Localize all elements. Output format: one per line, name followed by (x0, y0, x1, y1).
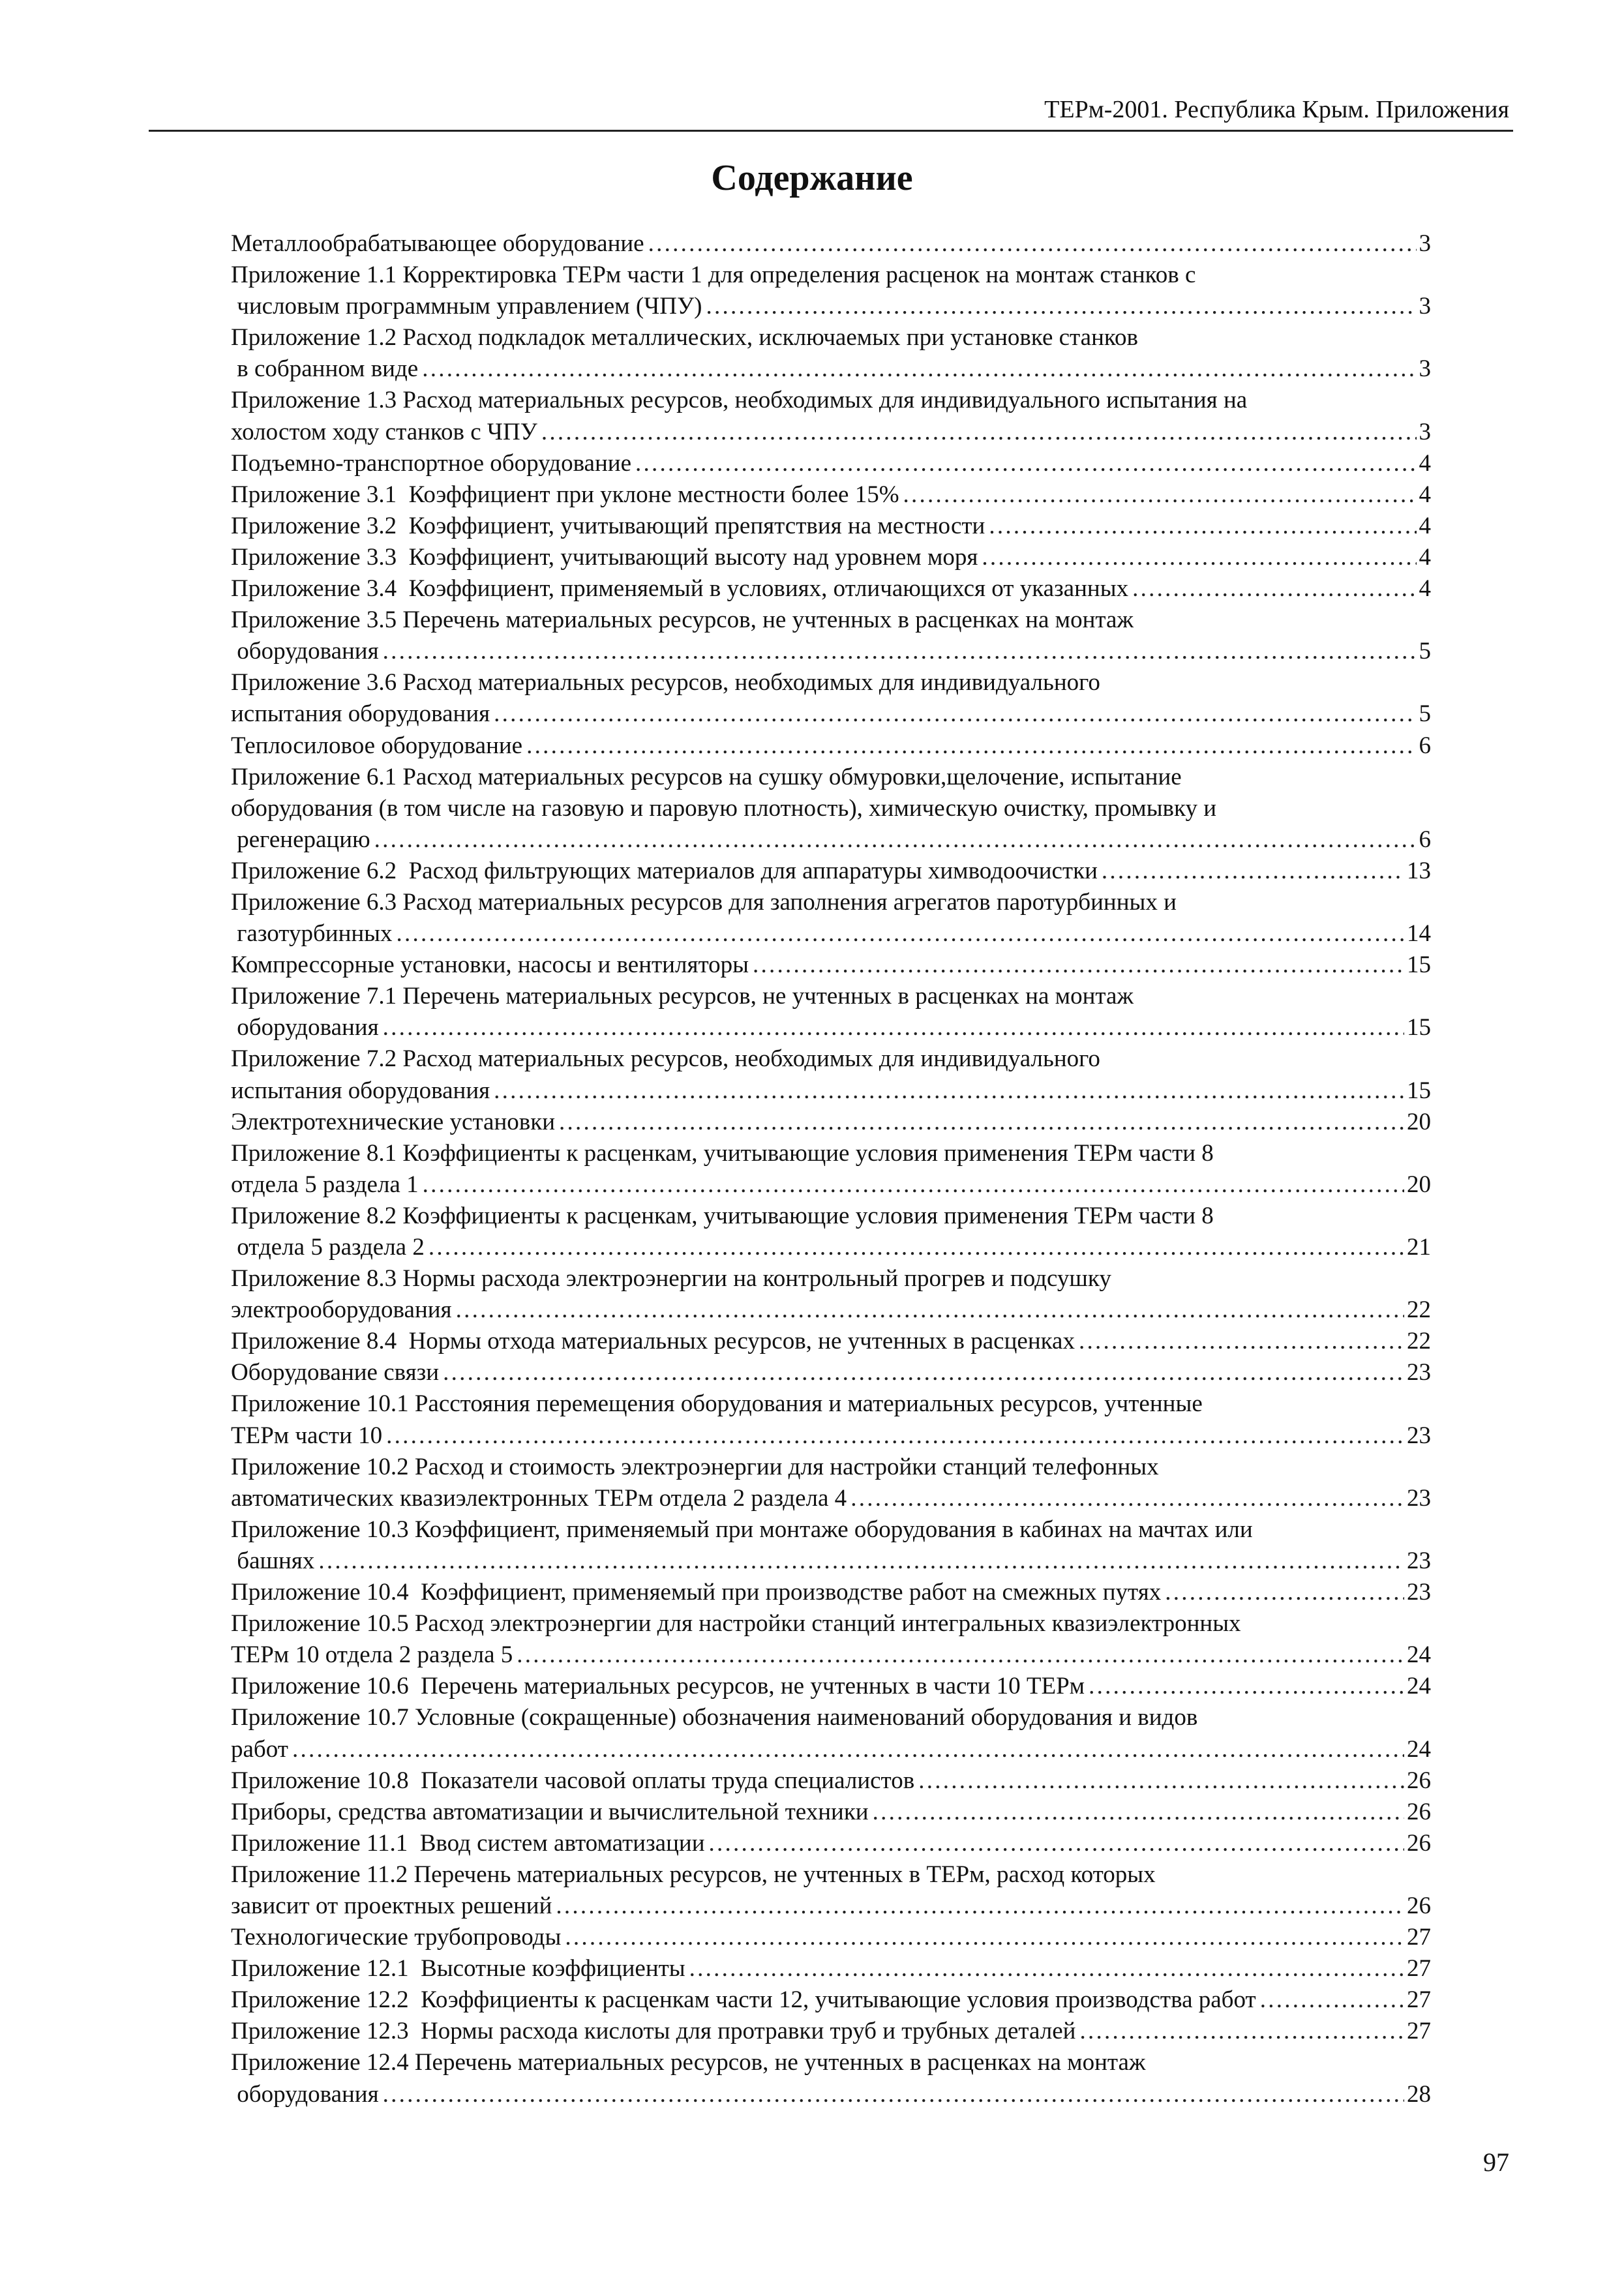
toc-entry-final-line (231, 1483, 1431, 1514)
toc-entry-title: Приложение 11.1 Ввод систем автоматизации (231, 1829, 705, 1857)
toc-entry-final-line (231, 918, 1431, 950)
toc-entry[interactable] (231, 1263, 1431, 1326)
toc-entry-title: Приложение 3.1 Коэффициент при уклоне местности более 15% (231, 481, 899, 508)
toc-entry-final-line (231, 1797, 1431, 1828)
toc-entry-line: Приложение 6.1 Расход материальных ресурсов на сушку обмуровки,щелочение, испытание (231, 763, 1182, 790)
table-of-contents (231, 228, 1431, 2110)
toc-entry-final-line (231, 950, 1431, 981)
toc-entry-title: оборудования (231, 1014, 379, 1041)
toc-entry-final-line (231, 417, 1431, 448)
toc-entry-title: в собранном виде (231, 355, 419, 383)
toc-page-number: 24 (1407, 1641, 1431, 1669)
dot-leader (1260, 1984, 1404, 2016)
dot-leader (706, 291, 1416, 322)
dot-leader (1165, 1577, 1404, 1608)
toc-entry[interactable] (231, 448, 1431, 479)
toc-entry-title: числовым программным управлением (ЧПУ) (231, 293, 702, 320)
toc-entry[interactable] (231, 856, 1431, 887)
header-title: ТЕРм-2001. Республика Крым. Приложения (1044, 96, 1509, 123)
dot-leader (374, 824, 1417, 856)
toc-page-number: 26 (1407, 1767, 1431, 1794)
toc-entry-title: Приложение 12.3 Нормы расхода кислоты для протравки труб и трубных деталей (231, 2018, 1076, 2045)
toc-entry-final-line (231, 856, 1431, 887)
toc-entry[interactable] (231, 981, 1431, 1043)
dot-leader (494, 1075, 1404, 1107)
toc-page-number: 15 (1407, 1014, 1431, 1041)
dot-leader (1132, 573, 1416, 605)
toc-entry-final-line (231, 511, 1431, 542)
toc-entry-title: Электротехнические установки (231, 1108, 555, 1135)
toc-entry[interactable] (231, 1452, 1431, 1514)
toc-entry-title: Приложение 10.8 Показатели часовой оплаты труда специалистов (231, 1767, 915, 1794)
toc-page-number: 3 (1419, 293, 1431, 320)
toc-entry-final-line (231, 1232, 1431, 1263)
toc-entry-final-line (231, 228, 1431, 260)
dot-leader (386, 1420, 1404, 1452)
toc-entry[interactable] (231, 511, 1431, 542)
toc-page-number: 15 (1407, 951, 1431, 979)
dot-leader (423, 1169, 1404, 1201)
dot-leader (1079, 1326, 1404, 1357)
toc-entry-title: ТЕРм части 10 (231, 1422, 383, 1449)
toc-page-number: 23 (1407, 1484, 1431, 1512)
toc-entry-line: Приложение 8.2 Коэффициенты к расценкам, учитывающие условия применения ТЕРм части 8 (231, 1202, 1214, 1229)
page-number: 97 (1483, 2147, 1509, 2177)
toc-entry-final-line (231, 1639, 1431, 1671)
toc-page-number: 27 (1407, 1986, 1431, 2014)
toc-entry[interactable] (231, 950, 1431, 981)
toc-entry-title: Приложение 12.2 Коэффициенты к расценкам части 12, учитывающие условия производства работ (231, 1986, 1256, 2014)
toc-page-number: 26 (1407, 1829, 1431, 1857)
toc-entry-title: Подъемно-транспортное оборудование (231, 449, 632, 477)
toc-page-number: 22 (1407, 1296, 1431, 1324)
toc-entry-title: оборудования (231, 2080, 379, 2108)
toc-entry-final-line (231, 1671, 1431, 1702)
toc-entry[interactable] (231, 322, 1431, 385)
toc-entry[interactable] (231, 2016, 1431, 2047)
toc-entry-line: Приложение 8.1 Коэффициенты к расценкам, учитывающие условия применения ТЕРм части 8 (231, 1139, 1214, 1167)
toc-entry-final-line (231, 291, 1431, 322)
toc-entry-title: Технологические трубопроводы (231, 1924, 562, 1951)
toc-page-number: 27 (1407, 1955, 1431, 1982)
toc-entry[interactable] (231, 1608, 1431, 1671)
toc-entry-final-line (231, 730, 1431, 762)
toc-entry-final-line (231, 479, 1431, 511)
dot-leader (635, 448, 1416, 479)
toc-entry-final-line (231, 636, 1431, 667)
toc-entry-final-line (231, 542, 1431, 573)
dot-leader (1079, 2016, 1404, 2047)
dot-leader (494, 698, 1416, 730)
dot-leader (918, 1765, 1404, 1797)
toc-page-number: 26 (1407, 1798, 1431, 1825)
toc-entry-title: Приложение 10.4 Коэффициент, применяемый при производстве работ на смежных путях (231, 1579, 1162, 1606)
toc-entry-line: Приложение 6.3 Расход материальных ресурсов для заполнения агрегатов паротурбинных и (231, 888, 1177, 916)
toc-entry-title: Приложение 3.2 Коэффициент, учитывающий препятствия на местности (231, 512, 985, 539)
dot-leader (850, 1483, 1404, 1514)
toc-entry-final-line (231, 1891, 1431, 1922)
toc-entry[interactable] (231, 1514, 1431, 1577)
toc-entry-title: испытания оборудования (231, 700, 490, 728)
toc-entry-title: Оборудование связи (231, 1359, 440, 1386)
toc-entry-final-line (231, 1169, 1431, 1201)
toc-page-number: 23 (1407, 1579, 1431, 1606)
toc-entry[interactable] (231, 667, 1431, 730)
toc-entry-line: Приложение 1.2 Расход подкладок металлических, исключаемых при установке станков (231, 324, 1138, 352)
toc-entry-title: ТЕРм 10 отдела 2 раздела 5 (231, 1641, 513, 1669)
toc-entry[interactable] (231, 1138, 1431, 1201)
toc-page-number: 15 (1407, 1077, 1431, 1104)
toc-entry-line: Приложение 12.4 Перечень материальных ресурсов, не учтенных в расценках на монтаж (231, 2049, 1146, 2076)
toc-page-number: 23 (1407, 1547, 1431, 1574)
toc-entry-final-line (231, 1984, 1431, 2016)
toc-entry[interactable] (231, 1107, 1431, 1138)
toc-entry[interactable] (231, 605, 1431, 667)
toc-entry-line: Приложение 7.1 Перечень материальных ресурсов, не учтенных в расценках на монтаж (231, 983, 1134, 1010)
toc-page-number: 27 (1407, 1924, 1431, 1951)
toc-entry-final-line (231, 1734, 1431, 1765)
toc-entry-final-line (231, 824, 1431, 856)
dot-leader (903, 479, 1417, 511)
toc-entry[interactable] (231, 385, 1431, 447)
toc-entry[interactable] (231, 1357, 1431, 1388)
toc-entry-title: отдела 5 раздела 1 (231, 1171, 419, 1198)
dot-leader (517, 1639, 1404, 1671)
toc-page-number: 6 (1419, 732, 1431, 759)
dot-leader (383, 2079, 1404, 2110)
toc-entry-line: Приложение 8.3 Нормы расхода электроэнергии на контрольный прогрев и подсушку (231, 1265, 1111, 1293)
toc-page-number: 13 (1407, 857, 1431, 884)
toc-entry[interactable] (231, 1984, 1431, 2016)
toc-entry[interactable] (231, 1201, 1431, 1263)
toc-entry[interactable] (231, 1043, 1431, 1106)
toc-entry-line: Приложение 7.2 Расход материальных ресурсов, необходимых для индивидуального (231, 1045, 1100, 1073)
toc-page-number: 3 (1419, 355, 1431, 383)
toc-entry-final-line (231, 353, 1431, 385)
toc-entry-line: Приложение 3.5 Перечень материальных ресурсов, не учтенных в расценках на монтаж (231, 606, 1134, 634)
toc-entry[interactable] (231, 573, 1431, 605)
toc-entry-line: Приложение 10.3 Коэффициент, применяемый при монтаже оборудования в кабинах на мачтах или (231, 1516, 1253, 1543)
toc-page-number: 4 (1419, 512, 1431, 539)
toc-entry-title: электрооборудования (231, 1296, 452, 1324)
toc-page-number: 20 (1407, 1171, 1431, 1198)
toc-entry-final-line (231, 1107, 1431, 1138)
dot-leader (873, 1797, 1404, 1828)
dot-leader (648, 228, 1417, 260)
dot-leader (292, 1734, 1404, 1765)
toc-page-number: 22 (1407, 1328, 1431, 1355)
toc-page-number: 5 (1419, 700, 1431, 728)
toc-entry-final-line (231, 2079, 1431, 2110)
toc-page-number: 3 (1419, 418, 1431, 445)
toc-page-number: 24 (1407, 1735, 1431, 1763)
dot-leader (1102, 856, 1404, 887)
toc-entry[interactable] (231, 228, 1431, 260)
dot-leader (1089, 1671, 1404, 1702)
toc-entry-line: Приложение 1.3 Расход материальных ресурсов, необходимых для индивидуального испытания на (231, 387, 1248, 414)
dot-leader (422, 353, 1416, 385)
page-header (149, 91, 1513, 132)
toc-page-number: 27 (1407, 2018, 1431, 2045)
toc-entry[interactable] (231, 1797, 1431, 1828)
toc-entry-final-line (231, 1075, 1431, 1107)
toc-entry-title: регенерацию (231, 826, 370, 853)
toc-entry-final-line (231, 1953, 1431, 1984)
dot-leader (541, 417, 1417, 448)
toc-entry[interactable] (231, 1702, 1431, 1765)
dot-leader (982, 542, 1416, 573)
toc-page-number: 23 (1407, 1359, 1431, 1386)
toc-entry-line: Приложение 3.6 Расход материальных ресурсов, необходимых для индивидуального (231, 669, 1100, 696)
dot-leader (397, 918, 1404, 950)
toc-entry-title: башнях (231, 1547, 315, 1574)
toc-page-number: 14 (1407, 920, 1431, 948)
toc-entry-title: Компрессорные установки, насосы и вентиляторы (231, 951, 749, 979)
toc-entry[interactable] (231, 1859, 1431, 1922)
toc-page-number: 6 (1419, 826, 1431, 853)
toc-entry-title: Металлообрабатывающее оборудование (231, 230, 644, 257)
toc-entry[interactable] (231, 1765, 1431, 1797)
toc-entry[interactable] (231, 542, 1431, 573)
toc-entry-title: Приложение 6.2 Расход фильтрующих материалов для аппаратуры химводоочистки (231, 857, 1098, 884)
toc-entry[interactable] (231, 2047, 1431, 2110)
dot-leader (429, 1232, 1404, 1263)
toc-entry[interactable] (231, 1577, 1431, 1608)
toc-entry-title: оборудования (231, 638, 379, 665)
toc-entry-title: испытания оборудования (231, 1077, 490, 1104)
toc-entry[interactable] (231, 730, 1431, 762)
toc-page-number: 28 (1407, 2080, 1431, 2108)
toc-entry[interactable] (231, 1953, 1431, 1984)
toc-entry-title: Приложение 3.3 Коэффициент, учитывающий высоту над уровнем моря (231, 543, 978, 571)
toc-entry[interactable] (231, 1326, 1431, 1357)
toc-entry-title: Приложение 12.1 Высотные коэффициенты (231, 1955, 685, 1982)
toc-entry-title: отдела 5 раздела 2 (231, 1234, 425, 1261)
toc-entry-line: Приложение 10.2 Расход и стоимость электроэнергии для настройки станций телефонных (231, 1453, 1159, 1480)
toc-entry-title: Приложение 8.4 Нормы отхода материальных ресурсов, не учтенных в расценках (231, 1328, 1075, 1355)
toc-entry-final-line (231, 1326, 1431, 1357)
toc-entry-title: Приборы, средства автоматизации и вычислительной техники (231, 1798, 869, 1825)
toc-entry-line: Приложение 10.7 Условные (сокращенные) обозначения наименований оборудования и видов (231, 1704, 1198, 1731)
toc-entry-final-line (231, 1922, 1431, 1953)
toc-entry-title: Приложение 3.4 Коэффициент, применяемый в условиях, отличающихся от указанных (231, 575, 1129, 603)
dot-leader (443, 1357, 1404, 1388)
dot-leader (753, 950, 1404, 981)
toc-entry-final-line (231, 448, 1431, 479)
toc-entry-title: Теплосиловое оборудование (231, 732, 523, 759)
toc-entry-final-line (231, 1577, 1431, 1608)
toc-entry[interactable] (231, 479, 1431, 511)
toc-entry-final-line (231, 2016, 1431, 2047)
page-title: Содержание (711, 158, 913, 198)
toc-page-number: 24 (1407, 1673, 1431, 1700)
toc-entry-title: зависит от проектных решений (231, 1892, 552, 1919)
dot-leader (318, 1546, 1404, 1577)
toc-entry-final-line (231, 698, 1431, 730)
toc-page-number: 4 (1419, 481, 1431, 508)
toc-page-number: 26 (1407, 1892, 1431, 1919)
toc-entry-final-line (231, 1546, 1431, 1577)
dot-leader (556, 1891, 1404, 1922)
toc-entry-final-line (231, 1357, 1431, 1388)
toc-entry-final-line (231, 1828, 1431, 1859)
toc-entry[interactable] (231, 1388, 1431, 1451)
toc-entry-final-line (231, 573, 1431, 605)
toc-entry[interactable] (231, 1671, 1431, 1702)
toc-page-number: 5 (1419, 638, 1431, 665)
toc-page-number: 21 (1407, 1234, 1431, 1261)
toc-entry-line: оборудования (в том числе на газовую и паровую плотность), химическую очистку, промывку и (231, 794, 1217, 822)
toc-entry-title: автоматических квазиэлектронных ТЕРм отдела 2 раздела 4 (231, 1484, 847, 1512)
toc-entry-title: газотурбинных (231, 920, 393, 948)
toc-entry[interactable] (231, 1922, 1431, 1953)
toc-entry-line: Приложение 1.1 Корректировка ТЕРм части 1 для определения расценок на монтаж станков с (231, 262, 1196, 289)
dot-leader (526, 730, 1416, 762)
dot-leader (565, 1922, 1404, 1953)
dot-leader (383, 1012, 1404, 1043)
toc-entry[interactable] (231, 887, 1431, 950)
toc-entry-title: Приложение 10.6 Перечень материальных ресурсов, не учтенных в части 10 ТЕРм (231, 1673, 1085, 1700)
toc-entry-final-line (231, 1294, 1431, 1326)
dot-leader (456, 1294, 1404, 1326)
toc-entry[interactable] (231, 762, 1431, 856)
toc-entry-line: Приложение 10.5 Расход электроэнергии для настройки станций интегральных квазиэлектронных (231, 1610, 1241, 1638)
toc-entry-title: работ (231, 1735, 288, 1763)
dot-leader (383, 636, 1417, 667)
toc-page-number: 4 (1419, 575, 1431, 603)
dot-leader (689, 1953, 1404, 1984)
toc-entry-title: холостом ходу станков с ЧПУ (231, 418, 537, 445)
dot-leader (989, 511, 1416, 542)
toc-entry-final-line (231, 1012, 1431, 1043)
dot-leader (709, 1828, 1404, 1859)
toc-entry-line: Приложение 10.1 Расстояния перемещения оборудования и материальных ресурсов, учтенные (231, 1390, 1203, 1418)
toc-page-number: 23 (1407, 1422, 1431, 1449)
toc-entry[interactable] (231, 260, 1431, 322)
toc-page-number: 3 (1419, 230, 1431, 257)
toc-entry-final-line (231, 1765, 1431, 1797)
toc-page-number: 4 (1419, 449, 1431, 477)
dot-leader (559, 1107, 1404, 1138)
toc-entry[interactable] (231, 1828, 1431, 1859)
toc-page-number: 20 (1407, 1108, 1431, 1135)
toc-page-number: 4 (1419, 543, 1431, 571)
toc-entry-final-line (231, 1420, 1431, 1452)
toc-entry-line: Приложение 11.2 Перечень материальных ресурсов, не учтенных в ТЕРм, расход которых (231, 1861, 1156, 1888)
